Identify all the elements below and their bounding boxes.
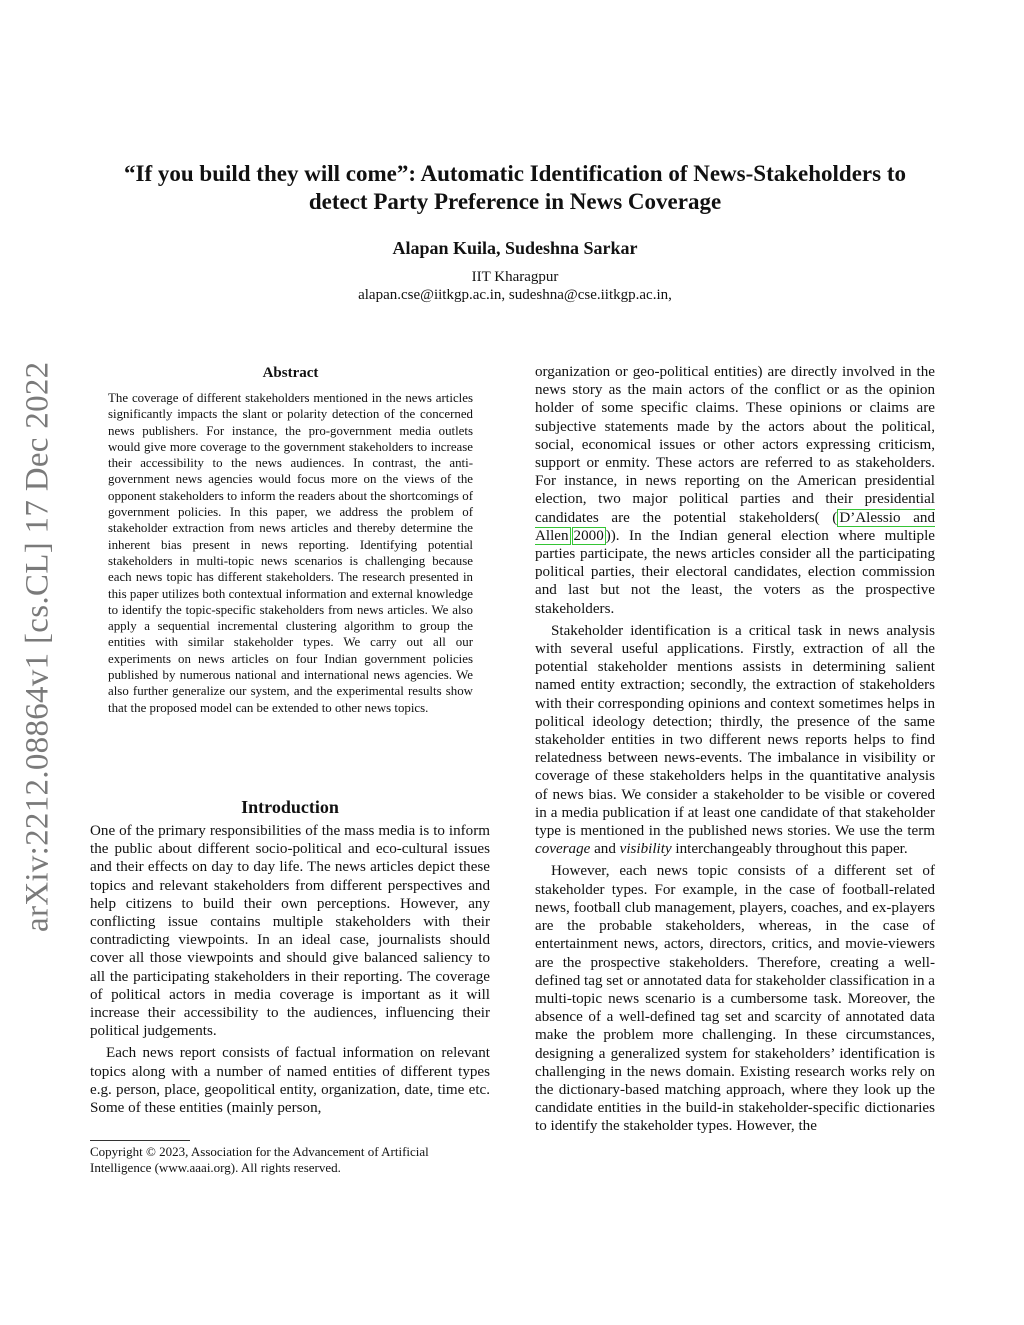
paragraph-text: organization or geo-political entities) are directly involved in the news story as the main actors of the conflict or as the opinion holder of some specific claims. These opinions or claims are subjective statements made by the actors about the political, social, economical issues or other actors expressing criticism, support or enmity. These actors are referred to as stakeholders. For instance, in news reporting on the American presidential election, two major political parties and their presidential candidates are the potential stakeholders( (: [535, 364, 935, 526]
affiliation: IIT Kharagpur: [471, 269, 559, 285]
introduction-heading: Introduction: [241, 797, 339, 817]
right-paragraph-3: However, each news topic consists of a different set of stakeholder types. For example, in the case of football-related news, football club management, players, coaches, and ex-players are the probable stakeholders, whereas, in the case of entertainment news, actors, directors, critics, and movie-viewers are the prospective stakeholders. Therefore, creating a well-defined tag set or annotated data for stakeholder classification in a multi-topic news scenario is a cumbersome task. Moreover, the absence of a well-defined tag set and scarcity of annotated data make the problem more challenging. In these circumstances, designing a generalized system for stakeholders’ identification is challenging in the news domain. Existing research works rely on the dictionary-based matching approach, where they look up the candidate entities in the build-in stakeholder-specific dictionaries to identify the stakeholder types. However, the: [535, 863, 935, 1135]
paper-title: “If you build they will come”: Automatic Identification of News-Stakeholders to detect Party Preference in News Coverage: [124, 161, 906, 214]
paragraph-text: interchangeably throughout this paper.: [671, 841, 908, 858]
left-column: [90, 822, 490, 1121]
author-emails: alapan.cse@iitkgp.ac.in, sudeshna@cse.iitkgp.ac.in,: [358, 287, 672, 303]
right-paragraph-1: [535, 363, 935, 618]
copyright-footnote: Copyright © 2023, Association for the Advancement of Artificial Intelligence (www.aaai.org). All rights reserved.: [90, 1144, 429, 1175]
paragraph-text: )). In the Indian general election where multiple parties participate, the news articles consider all the participating political parties, their electoral candidates, election commission and last but not the least, the voters as the prospective stakeholders.: [535, 527, 935, 617]
footnote-rule: [90, 1140, 190, 1141]
intro-paragraph-1: One of the primary responsibilities of the mass media is to inform the public about different socio-political and eco-cultural issues and their effects on day to day life. The news articles depict these topics and relevant stakeholders from different perspectives and help citizens to build their own perceptions. However, any conflicting issue contains multiple stakeholders with their contradicting viewpoints. In an ideal case, journalists should cover all those viewpoints and should give balanced saliency to all the participating stakeholders in their reporting. The coverage of political actors in media coverage is important as it will increase their accessibility to the audiences, influencing their political judgements.: [90, 823, 490, 1040]
right-column: [535, 363, 935, 1140]
citation-link-authors[interactable]: D’Alessio and Allen: [535, 509, 935, 544]
term-visibility: visibility: [619, 841, 672, 858]
citation-link-year[interactable]: 2000: [573, 527, 604, 544]
paragraph-text: and: [590, 841, 620, 858]
paper-authors: Alapan Kuila, Sudeshna Sarkar: [392, 238, 638, 258]
paragraph-text: Stakeholder identification is a critical task in news analysis with several useful applications. Firstly, extraction of all the potential stakeholder mentions assists in determining salient named entity extraction; secondly, the extraction of stakeholders with their corresponding opinions and context sometimes helps in political ideology detection; thirdly, the presence of the same stakeholder entities in two different news reports helps to find relatedness between news-events. The imbalance in visibility or coverage of these stakeholders helps in the quantitative analysis of news bias. We consider a stakeholder to be visible or covered in a media publication if at least one candidate of that stakeholder type is mentioned in the published news stories. We use the term: [535, 622, 935, 840]
arxiv-identifier: arXiv:2212.08864v1 [cs.CL] 17 Dec 2022: [19, 361, 56, 933]
right-paragraph-2: [535, 622, 935, 859]
affiliation-block: [95, 268, 935, 304]
intro-paragraph-2: Each news report consists of factual information on relevant topics along with a number of named entities of different types e.g. person, place, geopolitical entity, organization, date, time etc. Some of these entities (mainly person,: [90, 1045, 490, 1117]
term-coverage: coverage: [535, 841, 591, 858]
abstract-text: The coverage of different stakeholders mentioned in the news articles significantly impacts the slant or polarity detection of the concerned news publishers. For instance, the pro-government media outlets would give more coverage to the government stakeholders to increase their accessibility to the news audiences. In contrast, the anti-government news agencies would focus more on the views of the opponent stakeholders to inform the readers about the shortcomings of government policies. In this paper, we address the problem of stakeholder extraction from news articles and thereby determine the inherent bias present in news reporting. Identifying potential stakeholders in multi-topic news scenarios is challenging because each news topic has different stakeholders. The research presented in this paper utilizes both contextual information and external knowledge to identify the topic-specific stakeholders from news articles. We also apply a sequential incremental clustering algorithm to group the entities with similar stakeholder types. We carry out all our experiments on news articles on four Indian government policies published by numerous national and international news agencies. We also further generalize our system, and the experimental results show that the proposed model can be extended to other news topics.: [108, 391, 473, 715]
abstract-heading: Abstract: [262, 365, 319, 381]
